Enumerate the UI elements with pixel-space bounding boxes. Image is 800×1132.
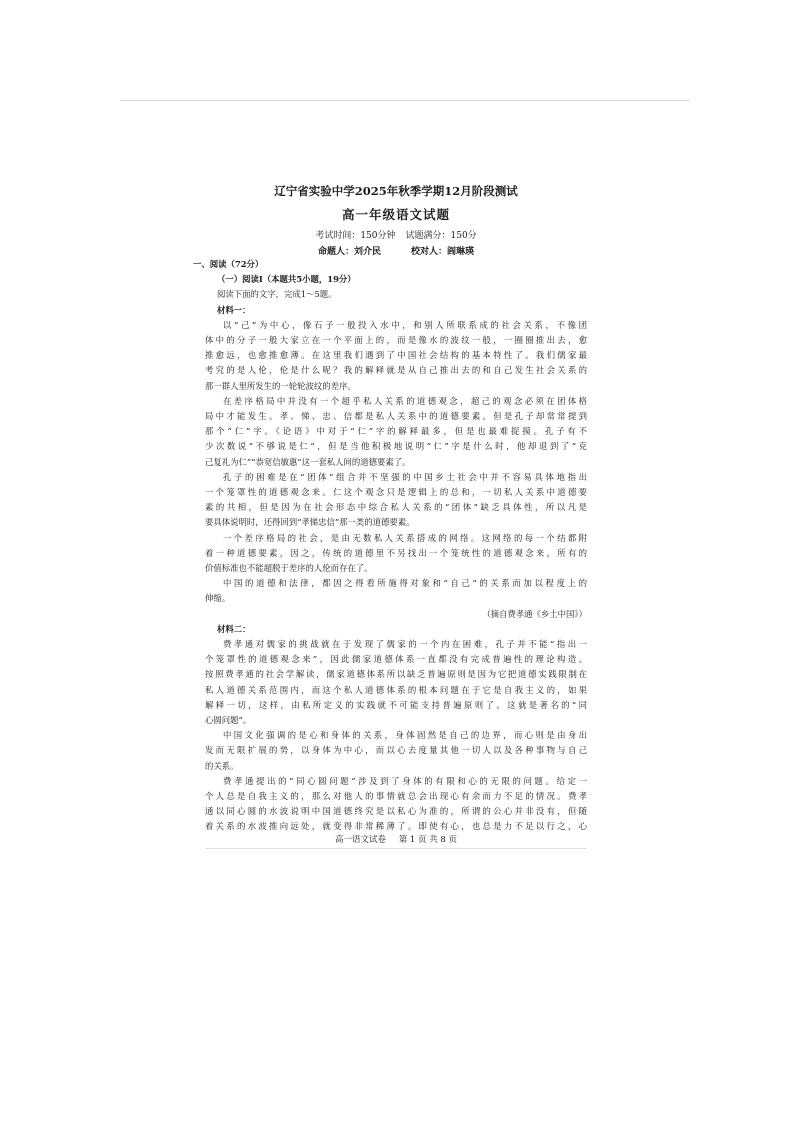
body-line: 那一群人里所发生的一轮轮波纹的差序。	[205, 380, 356, 391]
checker: 校对人：阎琳瑛	[411, 247, 475, 257]
body-line: 费孝通对儒家的挑战就在于发现了儒家的一个内在困难，孔子并不能“指出一	[223, 639, 587, 649]
body-line: 考究的是人伦，伦是什么呢？我的解释就是从自己推出去的和自己发生社会关系的	[205, 365, 587, 376]
body-line: 孔子的困难是在“团体”组合并不坚强的中国乡土社会中并不容易具体地指出	[223, 471, 587, 482]
body-line: 阅读下面的文字，完成1～5题。	[217, 289, 337, 300]
body-line: 那个“仁”字。《论语》中对于“仁”字的解释最多，但是也最难捉摸。孔子有不	[205, 426, 587, 437]
body-line: 费孝通提出的“同心圆问题”涉及到了身体的有限和心的无限的问题。给定一	[223, 775, 587, 786]
setter: 命题人：刘介民	[317, 247, 381, 257]
full-score: 试题满分：150分	[405, 231, 477, 241]
body-line: 中国文化强调的是心和身体的关系，身体固然是自己的边界，而心则是由身出	[223, 730, 587, 741]
body-line: 少次数说“不够说是仁”，但是当他积极地说明“仁”字是什么时，他却退到了“克	[205, 441, 587, 452]
exam-time-line	[205, 228, 587, 241]
body-line: 材料二：	[217, 623, 251, 634]
top-rule	[120, 100, 690, 101]
body-line: 中国的道德和法律，都因之得看所施得对象和“自己”的关系而加以程度上的	[223, 578, 587, 589]
body-line: 的关系。	[205, 760, 239, 771]
footer-page: 第 1 页 共 8 页	[398, 835, 458, 845]
body-line: 一个差序格局的社会，是由无数私人关系搭成的网络。这网络的每一个结都附	[223, 532, 587, 543]
page-footer	[205, 833, 587, 845]
body-line: 以“己”为中心，像石子一般投入水中，和别人所联系成的社会关系，不像团	[223, 319, 587, 330]
exam-subtitle: 高一年级语文试题	[341, 207, 450, 222]
body-line: 个人总是自我主义的，那么对他人的事情就总会出现心有余而力不足的情况。费孝	[205, 791, 587, 801]
body-line: 己复礼为仁”“恭宽信敏惠”这一套私人间的道德要素了。	[205, 456, 411, 467]
exam-time: 考试时间：150分钟	[315, 231, 396, 241]
body-line: 要具体说明时，还得回到“孝悌忠信”那一类的道德要素。	[205, 517, 415, 528]
body-line: 私人道德关系范围内，而这个私人道德体系的根本问题在于它是自我主义的，如果	[205, 684, 587, 695]
body-line: 价值标准也不能超脱于差序的人伦而存在了。	[205, 563, 373, 573]
body-line: 在差序格局中并没有一个超乎私人关系的道德观念，超己的观念必须在团体格	[223, 395, 587, 406]
body-line: 着关系的水波推向远处，就变得非常稀薄了。即使有心，也总是力不足以行之，心	[205, 821, 587, 832]
body-line: 解释一切，这样，由私所定义的实践就不可能支持普遍原则了。这就是著名的“同	[205, 699, 587, 710]
exam-title: 辽宁省实验中学2025年秋季学期12月阶段测试	[274, 184, 518, 198]
body-line: 按照费孝通的社会学解读，儒家道德体系所以缺乏普遍原则是因为它把道德实践限制在	[205, 669, 587, 680]
body-line: 发而无限扩展的势，以身体为中心，而以心去度量其他一切人以及各种事物与自己	[205, 745, 587, 756]
body-line: （一）阅读Ⅰ（本题共5小题，19分）	[217, 274, 356, 285]
body-line: 个笼罩性的道德观念来”，因此儒家道德体系一直都没有完成普遍性的理论构造。	[205, 654, 587, 665]
body-line: 素的共相，但是因为在社会形态中综合私人关系的“团体”缺乏具体性，所以凡是	[205, 502, 587, 513]
body-line: 一个笼罩性的道德观念来。仁这个观念只是逻辑上的总和，一切私人关系中道德要	[205, 487, 587, 497]
body-line: 通以同心圆的水波说明中国道德终究是以私心为准的，所谓的公心并非没有，但随	[205, 806, 587, 817]
body-line: （摘自费孝通《乡土中国》）	[482, 608, 587, 619]
staff-line	[205, 244, 587, 257]
footer-paper: 高一语文试卷	[334, 835, 386, 845]
body-line: 伸缩。	[205, 593, 231, 604]
body-line: 心圆问题”。	[205, 715, 252, 725]
body-line: 一、阅读（72分）	[193, 259, 264, 269]
bottom-rule	[205, 848, 587, 849]
body-line: 体中的分子一般大家立在一个平面上的，而是像水的波纹一般，一圈圈推出去，愈	[205, 335, 587, 345]
body-line: 着一种道德要素，因之，传统的道德里不另找出一个笼统性的道德观念来，所有的	[205, 547, 587, 558]
body-line: 推愈远，也愈推愈薄。在这里我们遇到了中国社会结构的基本特性了。我们儒家最	[205, 350, 587, 361]
body-line: 局中才能发生。孝、悌、忠、信都是私人关系中的道德要素。但是孔子却常常提到	[205, 411, 587, 421]
body-line: 材料一：	[217, 304, 251, 315]
